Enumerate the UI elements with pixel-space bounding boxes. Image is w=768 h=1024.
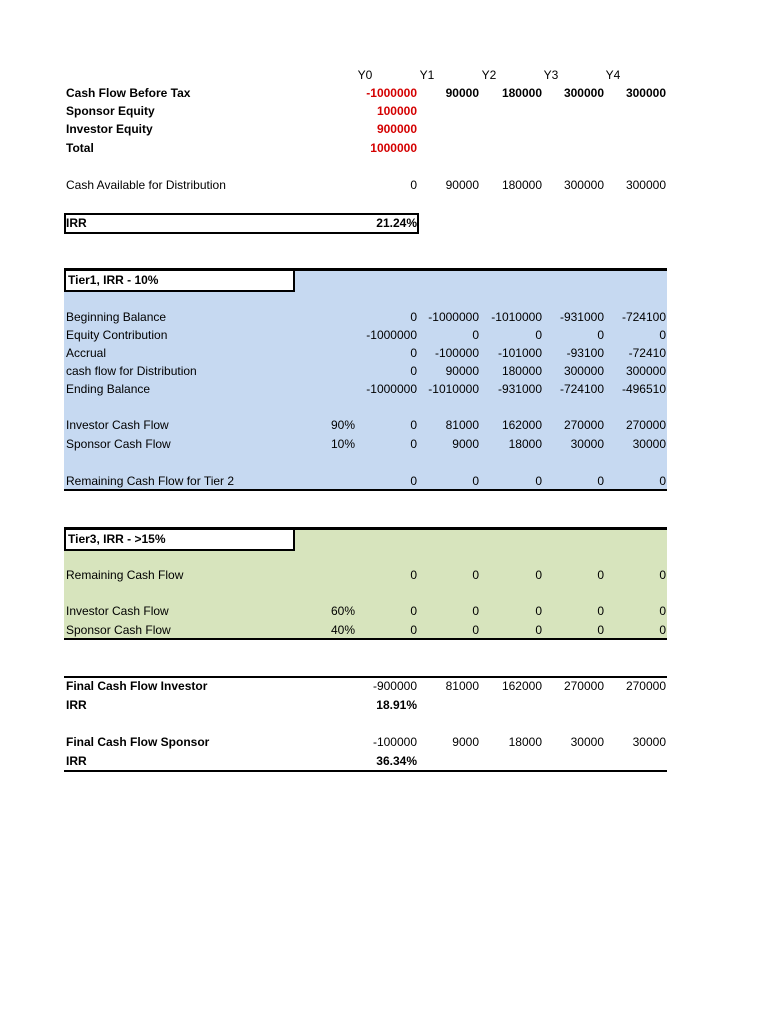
irr-value: 36.34%	[376, 754, 417, 768]
cell: 0	[410, 346, 417, 360]
total-row	[0, 139, 768, 157]
cell: 0	[472, 604, 479, 618]
cell: 300000	[625, 86, 666, 100]
cell: 300000	[563, 364, 604, 378]
cell: -93100	[566, 346, 604, 360]
cell: 0	[410, 418, 417, 432]
cell: -1010000	[428, 382, 479, 396]
cell: -724100	[559, 382, 604, 396]
cell: -1000000	[428, 310, 479, 324]
row-label: Ending Balance	[66, 382, 151, 396]
cell: 0	[535, 328, 542, 342]
cell: 180000	[501, 86, 542, 100]
row-label: Investor Cash Flow	[66, 418, 169, 432]
cell: -101000	[497, 346, 542, 360]
cell: -1000000	[366, 382, 417, 396]
tier3-sponsor-row	[0, 621, 768, 639]
row-label: Remaining Cash Flow	[66, 568, 184, 582]
cell: 270000	[625, 418, 666, 432]
cell: 0	[410, 178, 417, 192]
year-header: Y4	[605, 68, 621, 82]
cell: 180000	[501, 178, 542, 192]
row-label: Total	[66, 141, 94, 155]
cell: -100000	[372, 735, 417, 749]
tier3-title: Tier3, IRR - >15%	[64, 528, 295, 551]
split-percent: 60%	[330, 604, 355, 618]
cell: 0	[410, 437, 417, 451]
final-sponsor-irr-row	[0, 752, 768, 770]
cell: -900000	[372, 679, 417, 693]
year-header: Y0	[357, 68, 373, 82]
investor-equity-row	[0, 120, 768, 138]
cell: -496510	[621, 382, 666, 396]
cell: -100000	[434, 346, 479, 360]
split-percent: 90%	[330, 418, 355, 432]
cell: 81000	[445, 418, 479, 432]
row-label: Sponsor Cash Flow	[66, 623, 171, 637]
cell: 0	[659, 474, 666, 488]
row-label: Investor Cash Flow	[66, 604, 169, 618]
cell: 30000	[570, 437, 604, 451]
cell: 162000	[501, 679, 542, 693]
cell: 180000	[501, 364, 542, 378]
row-label: Cash Flow Before Tax	[66, 86, 191, 100]
cell: -931000	[559, 310, 604, 324]
cell: -72410	[628, 346, 666, 360]
cell: 0	[535, 604, 542, 618]
cell: 18000	[508, 437, 542, 451]
year-header: Y1	[419, 68, 435, 82]
accrual-row	[0, 344, 768, 362]
irr-value: 21.24%	[376, 216, 417, 230]
cell: 0	[410, 364, 417, 378]
year-header: Y3	[543, 68, 559, 82]
cell: 0	[410, 474, 417, 488]
cell: -1000000	[366, 86, 417, 100]
row-label: Equity Contribution	[66, 328, 168, 342]
row-label: IRR	[66, 754, 87, 768]
cell: 900000	[376, 122, 417, 136]
sponsor-equity-row	[0, 102, 768, 120]
cell: 1000000	[370, 141, 417, 155]
cell: 18000	[508, 735, 542, 749]
cell: -724100	[621, 310, 666, 324]
row-label: Cash Available for Distribution	[66, 178, 226, 192]
cell: 162000	[501, 418, 542, 432]
row-label: Investor Equity	[66, 122, 153, 136]
year-header-row	[0, 66, 768, 84]
cell: 90000	[445, 364, 479, 378]
cell: 0	[410, 604, 417, 618]
row-label: Final Cash Flow Sponsor	[66, 735, 210, 749]
cell: 0	[659, 623, 666, 637]
cash-for-distribution-row	[0, 362, 768, 380]
row-label: Remaining Cash Flow for Tier 2	[66, 474, 235, 488]
cell: 0	[410, 310, 417, 324]
ending-balance-row	[0, 380, 768, 398]
cell: -1000000	[366, 328, 417, 342]
cell: 0	[659, 604, 666, 618]
cash-flow-before-tax-row	[0, 84, 768, 102]
cell: 0	[597, 604, 604, 618]
row-label: Sponsor Equity	[66, 104, 155, 118]
cash-available-row	[0, 176, 768, 194]
row-label: Final Cash Flow Investor	[66, 679, 208, 693]
cell: 0	[597, 474, 604, 488]
cell: 81000	[445, 679, 479, 693]
cell: 270000	[563, 418, 604, 432]
cell: 270000	[563, 679, 604, 693]
equity-contribution-row	[0, 326, 768, 344]
final-investor-row	[0, 677, 768, 695]
year-header: Y2	[481, 68, 497, 82]
cell: 90000	[445, 86, 479, 100]
tier1-title: Tier1, IRR - 10%	[64, 269, 295, 292]
cell: 9000	[452, 735, 479, 749]
cell: 0	[535, 474, 542, 488]
row-label: IRR	[66, 698, 87, 712]
row-label: Beginning Balance	[66, 310, 167, 324]
tier1-remaining-row	[0, 472, 768, 490]
cell: 90000	[445, 178, 479, 192]
cell: 0	[472, 568, 479, 582]
tier1-investor-row	[0, 416, 768, 434]
cell: 300000	[625, 364, 666, 378]
cell: -1010000	[491, 310, 542, 324]
cell: -931000	[497, 382, 542, 396]
beginning-balance-row	[0, 308, 768, 326]
cell: 300000	[563, 178, 604, 192]
row-label: cash flow for Distribution	[66, 364, 197, 378]
cell: 0	[410, 568, 417, 582]
final-sponsor-row	[0, 733, 768, 751]
cell: 300000	[625, 178, 666, 192]
cell: 0	[535, 623, 542, 637]
cell: 0	[659, 568, 666, 582]
cell: 300000	[563, 86, 604, 100]
cell: 0	[472, 474, 479, 488]
tier3-remaining-row	[0, 566, 768, 584]
row-label: IRR	[66, 216, 87, 230]
cell: 0	[410, 623, 417, 637]
tier3-investor-row	[0, 602, 768, 620]
cell: 270000	[625, 679, 666, 693]
cell: 0	[597, 568, 604, 582]
split-percent: 40%	[330, 623, 355, 637]
row-label: Sponsor Cash Flow	[66, 437, 171, 451]
cell: 30000	[632, 437, 666, 451]
irr-row	[0, 214, 768, 232]
tier1-sponsor-row	[0, 435, 768, 453]
cell: 0	[659, 328, 666, 342]
cell: 30000	[632, 735, 666, 749]
cell: 0	[535, 568, 542, 582]
cell: 0	[472, 328, 479, 342]
irr-value: 18.91%	[376, 698, 417, 712]
cell: 0	[597, 328, 604, 342]
cell: 9000	[452, 437, 479, 451]
final-investor-irr-row	[0, 696, 768, 714]
cell: 100000	[376, 104, 417, 118]
cell: 0	[472, 623, 479, 637]
cell: 30000	[570, 735, 604, 749]
row-label: Accrual	[66, 346, 107, 360]
split-percent: 10%	[330, 437, 355, 451]
cell: 0	[597, 623, 604, 637]
